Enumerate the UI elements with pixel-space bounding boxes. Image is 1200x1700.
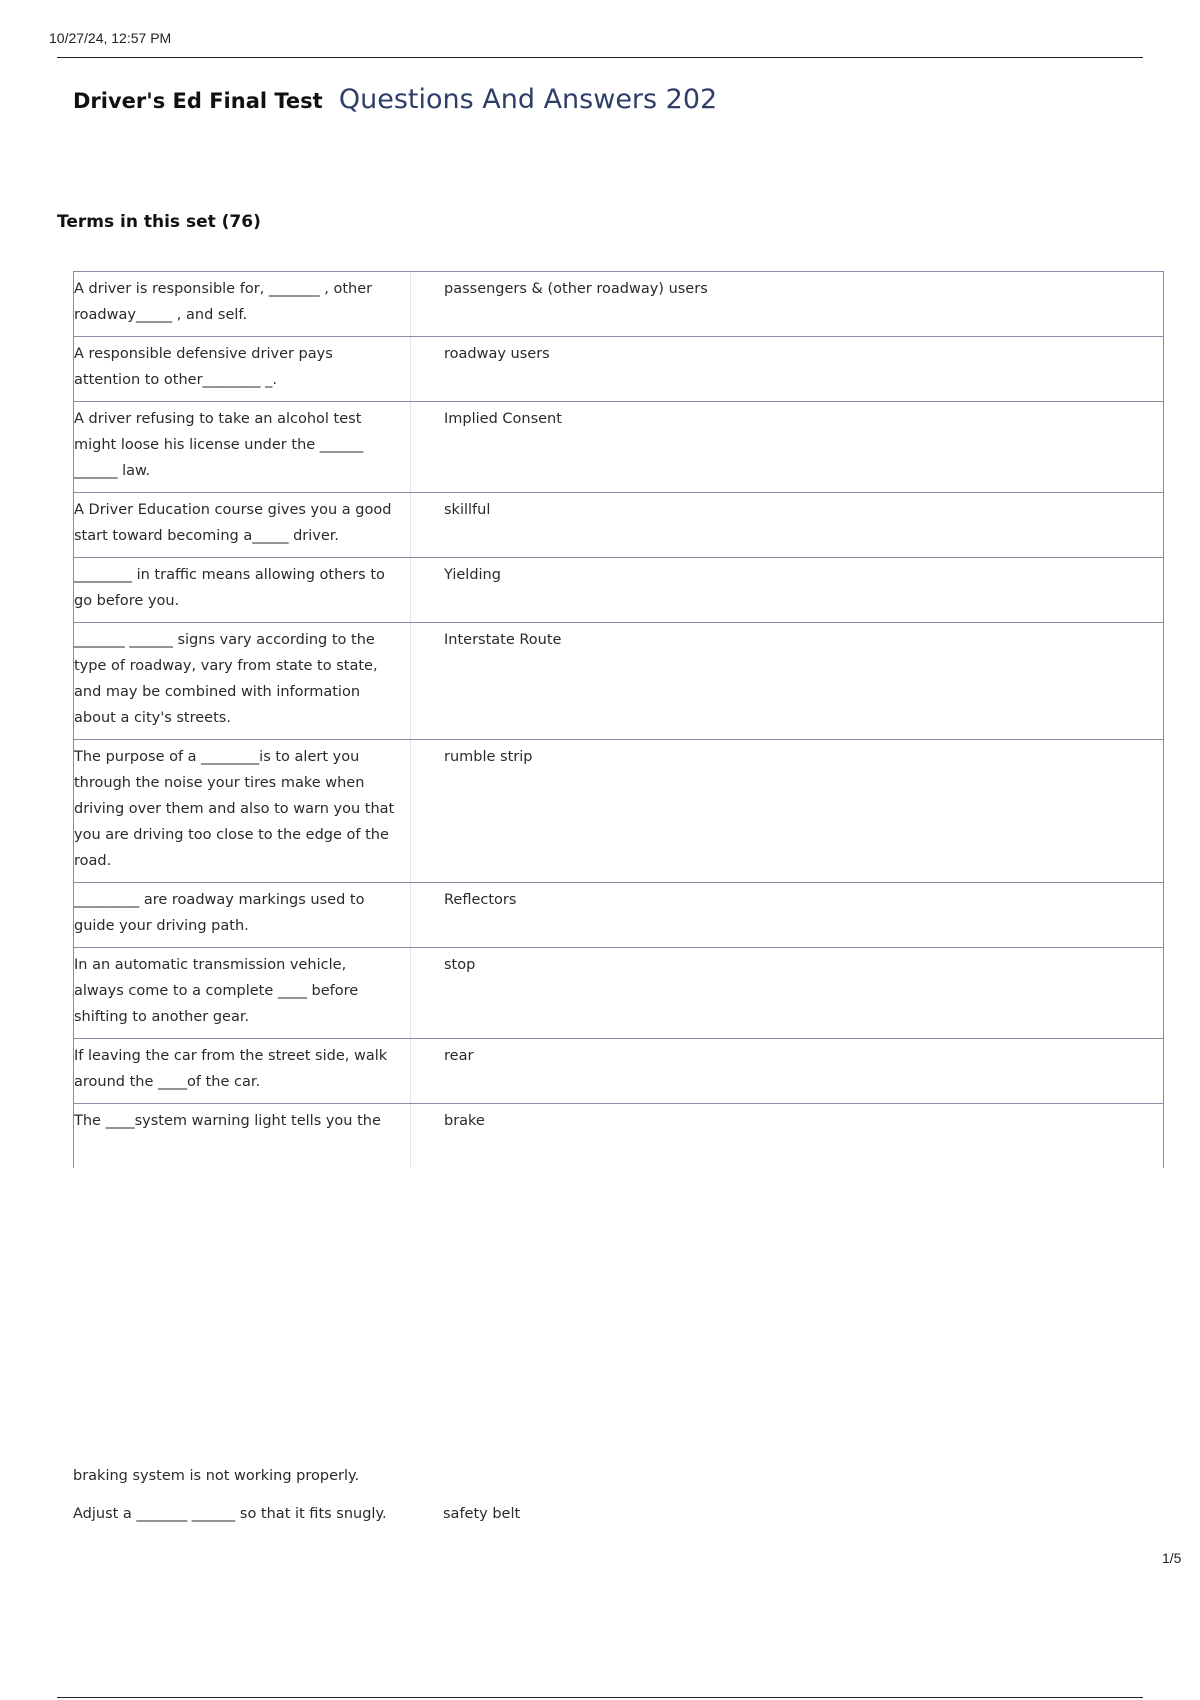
table-row xyxy=(74,1104,1163,1168)
term-question: The purpose of a ________is to alert you through the noise your tires make when driving over them and also to warn you that you are driving too close to the edge of the road. xyxy=(74,740,411,882)
term-question: In an automatic transmission vehicle, always come to a complete ____ before shifting to another gear. xyxy=(74,948,411,1038)
term-answer: passengers & (other roadway) users xyxy=(444,281,708,297)
term-answer: brake xyxy=(444,1113,485,1129)
term-question: A driver refusing to take an alcohol test might loose his license under the ______ ______ law. xyxy=(74,402,411,492)
table-row xyxy=(74,558,1163,623)
term-answer: Reflectors xyxy=(444,892,517,908)
term-answer: rear xyxy=(444,1048,474,1064)
term-answer: skillful xyxy=(444,502,491,518)
table-row xyxy=(74,337,1163,402)
term-question: A responsible defensive driver pays attention to other________ _. xyxy=(74,337,411,401)
term-question: A driver is responsible for, _______ , other roadway_____ , and self. xyxy=(74,272,411,336)
term-answer: Yielding xyxy=(444,567,501,583)
term-answer: roadway users xyxy=(444,346,550,362)
terms-heading: Terms in this set (76) xyxy=(57,212,261,232)
term-answer: rumble strip xyxy=(444,749,533,765)
table-row xyxy=(74,402,1163,493)
term-question: ________ in traffic means allowing others to go before you. xyxy=(74,558,411,622)
print-datetime: 10/27/24, 12:57 PM xyxy=(49,30,172,46)
page-number: 1/5 xyxy=(1162,1550,1182,1566)
terms-table xyxy=(73,271,1164,1168)
term-question: The ____system warning light tells you the xyxy=(74,1104,411,1168)
header-rule xyxy=(57,57,1143,58)
table-row xyxy=(74,272,1163,337)
term-answer: Implied Consent xyxy=(444,411,562,427)
term-answer: stop xyxy=(444,957,476,973)
term-answer: Interstate Route xyxy=(444,632,562,648)
table-row xyxy=(74,623,1163,740)
term-answer: safety belt xyxy=(443,1506,521,1522)
table-row xyxy=(74,1039,1163,1104)
term-question: Adjust a _______ ______ so that it fits snugly. xyxy=(73,1506,387,1522)
term-question: A Driver Education course gives you a good start toward becoming a_____ driver. xyxy=(74,493,411,557)
table-row xyxy=(74,740,1163,883)
footer-rule xyxy=(57,1697,1143,1698)
continued-question-text: braking system is not working properly. xyxy=(73,1468,360,1484)
table-row xyxy=(74,883,1163,948)
title-part-2: Questions And Answers 202 xyxy=(338,84,718,115)
term-question: _______ ______ signs vary according to the type of roadway, vary from state to state, and may be combined with information about a city's streets. xyxy=(74,623,411,739)
term-question: If leaving the car from the street side, walk around the ____of the car. xyxy=(74,1039,411,1103)
term-question: _________ are roadway markings used to guide your driving path. xyxy=(74,883,411,947)
table-row xyxy=(74,493,1163,558)
title-part-1: Driver's Ed Final Test xyxy=(73,89,323,113)
table-row xyxy=(74,948,1163,1039)
document-title xyxy=(73,78,717,116)
